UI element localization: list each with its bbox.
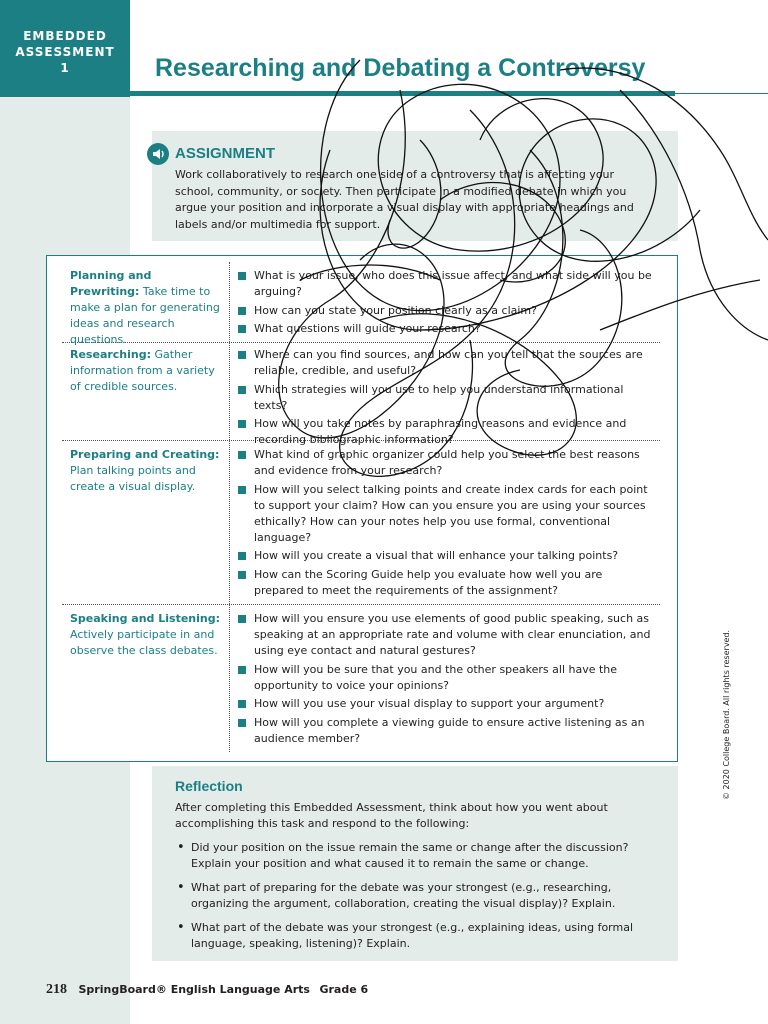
title-rule-thin	[675, 93, 768, 94]
list-item: How will you create a visual that will enhance your talking points?	[237, 548, 652, 564]
list-item: How can you state your position clearly as a claim?	[237, 303, 652, 319]
page-footer	[46, 982, 368, 998]
reflection-intro: After completing this Embedded Assessment, think about how you went about accomplishing this task and respond to the following:	[175, 801, 608, 830]
list-item: • What part of preparing for the debate was your strongest (e.g., researching, organizing the argument, collaboration, creating the visual display)? Explain.	[175, 880, 660, 912]
page-number: 218	[46, 982, 67, 997]
product-name: SpringBoard® English Language Arts	[78, 983, 310, 996]
list-item: How will you use your visual display to support your argument?	[237, 696, 652, 712]
row-bullets-speaking	[237, 611, 652, 749]
badge-line-1: EMBEDDED	[23, 29, 107, 43]
row-bullets-researching	[237, 347, 652, 451]
list-item: How will you be sure that you and the other speakers all have the opportunity to voice your opinions?	[237, 662, 652, 694]
list-item: How can the Scoring Guide help you evaluate how well you are prepared to meet the requirements of the assignment?	[237, 567, 652, 599]
list-item: How will you ensure you use elements of good public speaking, such as speaking at an appropriate rate and volume with clear enunciation, and using eye contact and natural gestures?	[237, 611, 652, 659]
badge-line-2: ASSESSMENT	[15, 45, 115, 59]
list-item: • What part of the debate was your strongest (e.g., explaining ideas, using formal language, speaking, listening)? Explain.	[175, 920, 660, 952]
row-label-planning: Planning and Prewriting: Take time to make a plan for generating ideas and research questions.	[70, 269, 220, 346]
badge-line-3: 1	[60, 61, 70, 75]
row-divider	[62, 604, 660, 605]
row-label-preparing: Preparing and Creating: Plan talking points and create a visual display.	[70, 448, 220, 493]
list-item: What kind of graphic organizer could help you select the best reasons and evidence from your research?	[237, 447, 652, 479]
list-item: Where can you find sources, and how can you tell that the sources are reliable, credible, and useful?	[237, 347, 652, 379]
grade-label: Grade 6	[319, 983, 369, 996]
row-label-speaking: Speaking and Listening: Actively participate in and observe the class debates.	[70, 612, 221, 657]
page-title: Researching and Debating a Controversy	[155, 54, 646, 82]
assignment-heading: ASSIGNMENT	[175, 145, 276, 162]
list-item: Which strategies will you use to help you understand informational texts?	[237, 382, 652, 414]
list-item: What questions will guide your research?	[237, 321, 652, 337]
list-item: How will you complete a viewing guide to ensure active listening as an audience member?	[237, 715, 652, 747]
reflection-list	[175, 840, 660, 960]
column-divider	[229, 262, 230, 752]
title-rule	[130, 91, 675, 96]
reflection-heading: Reflection	[175, 778, 243, 794]
row-bullets-planning	[237, 268, 652, 340]
list-item: How will you select talking points and create index cards for each point to support your claim? How can you ensure you are using your sources ethically? How can your notes help you use formal, conventional language?	[237, 482, 652, 546]
list-item: How will you take notes by paraphrasing reasons and evidence and recording bibliographic information?	[237, 416, 652, 448]
embedded-assessment-badge	[0, 0, 130, 97]
row-bullets-preparing	[237, 447, 652, 601]
assignment-text: Work collaboratively to research one side of a controversy that is affecting your school, community, or society. Then participate in a modified debate in which you argue your position and incorporate a visual display with appropriate headings and labels and/or multimedia for support.	[175, 168, 634, 231]
row-label-researching: Researching: Gather information from a variety of credible sources.	[70, 348, 215, 393]
copyright-notice: © 2020 College Board. All rights reserved.	[722, 629, 731, 800]
speaker-icon	[147, 143, 169, 165]
list-item: • Did your position on the issue remain the same or change after the discussion? Explain your position and what caused it to remain the same or change.	[175, 840, 660, 872]
list-item: What is your issue, who does this issue affect, and what side will you be arguing?	[237, 268, 652, 300]
